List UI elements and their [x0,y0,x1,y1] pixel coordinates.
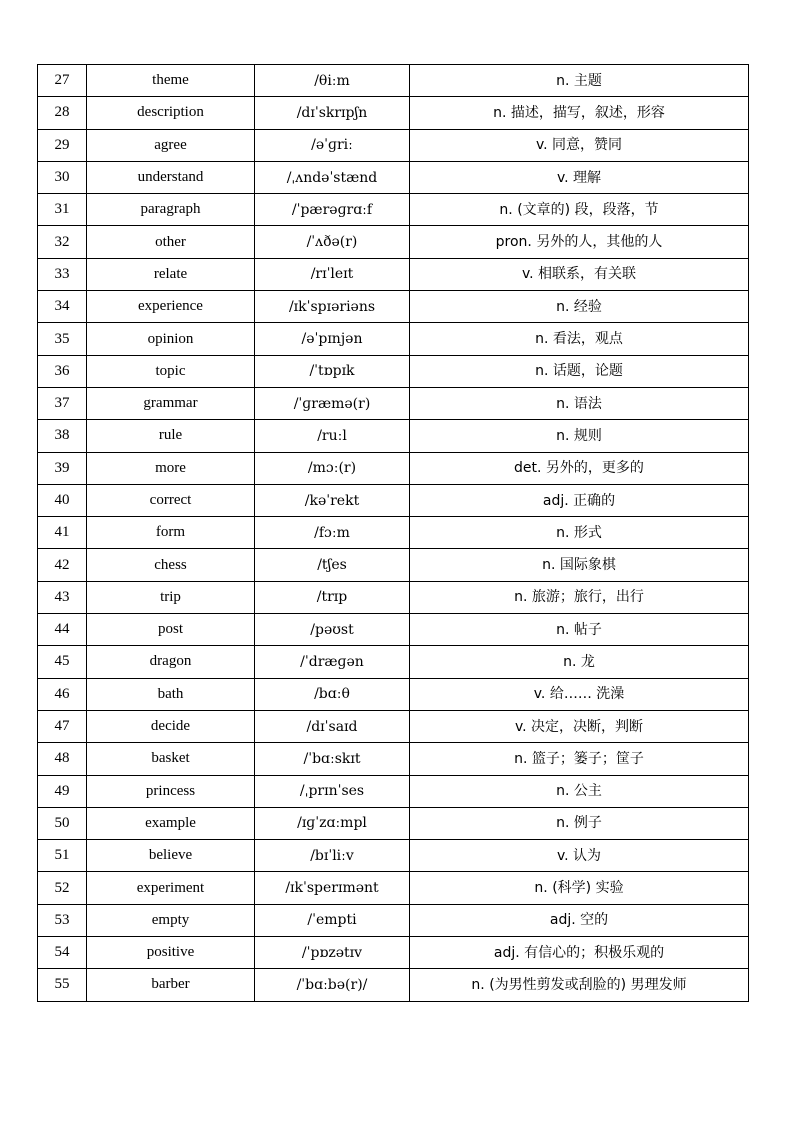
phonetic-transcription: /trɪp [255,581,410,613]
row-number: 35 [38,323,87,355]
chinese-definition: adj. 有信心的；积极乐观的 [410,937,749,969]
row-number: 27 [38,65,87,97]
phonetic-transcription: /ˈpɒzətɪv [255,937,410,969]
row-number: 55 [38,969,87,1001]
row-number: 48 [38,743,87,775]
chinese-definition: n. 语法 [410,387,749,419]
phonetic-transcription: /ˈpærəɡrɑːf [255,194,410,226]
chinese-definition: n. 规则 [410,420,749,452]
row-number: 44 [38,614,87,646]
row-number: 29 [38,129,87,161]
english-word: theme [87,65,255,97]
table-row [38,194,749,226]
phonetic-transcription: /ˈbɑːbə(r)/ [255,969,410,1001]
phonetic-transcription: /fɔːm [255,517,410,549]
phonetic-transcription: /ˈɡræmə(r) [255,387,410,419]
phonetic-transcription: /ˌprɪnˈses [255,775,410,807]
phonetic-transcription: /tʃes [255,549,410,581]
chinese-definition: n. 描述，描写，叙述，形容 [410,97,749,129]
english-word: paragraph [87,194,255,226]
table-row [38,581,749,613]
chinese-definition: n. (文章的) 段，段落，节 [410,194,749,226]
phonetic-transcription: /rɪˈleɪt [255,258,410,290]
chinese-definition: adj. 正确的 [410,484,749,516]
table-row [38,678,749,710]
phonetic-transcription: /mɔː(r) [255,452,410,484]
english-word: agree [87,129,255,161]
english-word: basket [87,743,255,775]
chinese-definition: v. 给…… 洗澡 [410,678,749,710]
chinese-definition: n. 国际象棋 [410,549,749,581]
table-row [38,226,749,258]
row-number: 46 [38,678,87,710]
chinese-definition: pron. 另外的人，其他的人 [410,226,749,258]
chinese-definition: v. 决定，决断，判断 [410,710,749,742]
chinese-definition: n. 帖子 [410,614,749,646]
english-word: more [87,452,255,484]
row-number: 45 [38,646,87,678]
chinese-definition: n. (科学) 实验 [410,872,749,904]
chinese-definition: det. 另外的，更多的 [410,452,749,484]
row-number: 49 [38,775,87,807]
phonetic-transcription: /θiːm [255,65,410,97]
english-word: grammar [87,387,255,419]
table-row [38,840,749,872]
phonetic-transcription: /bɑːθ [255,678,410,710]
row-number: 42 [38,549,87,581]
english-word: bath [87,678,255,710]
english-word: other [87,226,255,258]
phonetic-transcription: /dɪˈskrɪpʃn [255,97,410,129]
chinese-definition: v. 同意，赞同 [410,129,749,161]
table-row [38,614,749,646]
table-row [38,291,749,323]
english-word: relate [87,258,255,290]
english-word: example [87,807,255,839]
phonetic-transcription: /ɪkˈspɪəriəns [255,291,410,323]
vocabulary-table [37,64,749,1002]
chinese-definition: v. 相联系，有关联 [410,258,749,290]
row-number: 34 [38,291,87,323]
english-word: barber [87,969,255,1001]
english-word: correct [87,484,255,516]
english-word: dragon [87,646,255,678]
table-row [38,161,749,193]
phonetic-transcription: /kəˈrekt [255,484,410,516]
english-word: post [87,614,255,646]
row-number: 28 [38,97,87,129]
row-number: 36 [38,355,87,387]
row-number: 30 [38,161,87,193]
table-row [38,129,749,161]
row-number: 52 [38,872,87,904]
table-row [38,646,749,678]
table-row [38,710,749,742]
english-word: understand [87,161,255,193]
english-word: description [87,97,255,129]
english-word: experience [87,291,255,323]
phonetic-transcription: /dɪˈsaɪd [255,710,410,742]
chinese-definition: v. 认为 [410,840,749,872]
row-number: 31 [38,194,87,226]
chinese-definition: n. 公主 [410,775,749,807]
table-row [38,517,749,549]
row-number: 40 [38,484,87,516]
chinese-definition: n. 主题 [410,65,749,97]
english-word: topic [87,355,255,387]
row-number: 39 [38,452,87,484]
chinese-definition: n. 看法，观点 [410,323,749,355]
phonetic-transcription: /pəʊst [255,614,410,646]
vocabulary-table-body [38,65,749,1002]
phonetic-transcription: /ˌʌndəˈstænd [255,161,410,193]
phonetic-transcription: /ˈʌðə(r) [255,226,410,258]
table-row [38,775,749,807]
row-number: 51 [38,840,87,872]
phonetic-transcription: /ˈtɒpɪk [255,355,410,387]
chinese-definition: n. (为男性剪发或刮脸的) 男理发师 [410,969,749,1001]
chinese-definition: n. 篮子；篓子；筐子 [410,743,749,775]
phonetic-transcription: /ˈbɑːskɪt [255,743,410,775]
english-word: chess [87,549,255,581]
table-row [38,387,749,419]
english-word: princess [87,775,255,807]
table-row [38,549,749,581]
english-word: decide [87,710,255,742]
row-number: 37 [38,387,87,419]
table-row [38,97,749,129]
table-row [38,743,749,775]
phonetic-transcription: /ˈdræɡən [255,646,410,678]
phonetic-transcription: /ruːl [255,420,410,452]
table-row [38,452,749,484]
row-number: 47 [38,710,87,742]
table-row [38,355,749,387]
chinese-definition: n. 话题，论题 [410,355,749,387]
row-number: 41 [38,517,87,549]
table-row [38,323,749,355]
english-word: opinion [87,323,255,355]
english-word: experiment [87,872,255,904]
chinese-definition: n. 形式 [410,517,749,549]
english-word: trip [87,581,255,613]
phonetic-transcription: /bɪˈliːv [255,840,410,872]
table-row [38,484,749,516]
phonetic-transcription: /əˈpɪnjən [255,323,410,355]
row-number: 54 [38,937,87,969]
chinese-definition: n. 龙 [410,646,749,678]
row-number: 32 [38,226,87,258]
row-number: 50 [38,807,87,839]
table-row [38,937,749,969]
table-row [38,420,749,452]
row-number: 53 [38,904,87,936]
table-row [38,258,749,290]
phonetic-transcription: /əˈɡriː [255,129,410,161]
chinese-definition: adj. 空的 [410,904,749,936]
table-row [38,969,749,1001]
english-word: form [87,517,255,549]
table-row [38,807,749,839]
english-word: believe [87,840,255,872]
english-word: positive [87,937,255,969]
phonetic-transcription: /ɪkˈsperɪmənt [255,872,410,904]
chinese-definition: n. 例子 [410,807,749,839]
chinese-definition: v. 理解 [410,161,749,193]
row-number: 43 [38,581,87,613]
phonetic-transcription: /ˈempti [255,904,410,936]
table-row [38,904,749,936]
phonetic-transcription: /ɪɡˈzɑːmpl [255,807,410,839]
table-row [38,65,749,97]
row-number: 38 [38,420,87,452]
english-word: rule [87,420,255,452]
chinese-definition: n. 经验 [410,291,749,323]
table-row [38,872,749,904]
chinese-definition: n. 旅游；旅行，出行 [410,581,749,613]
row-number: 33 [38,258,87,290]
english-word: empty [87,904,255,936]
